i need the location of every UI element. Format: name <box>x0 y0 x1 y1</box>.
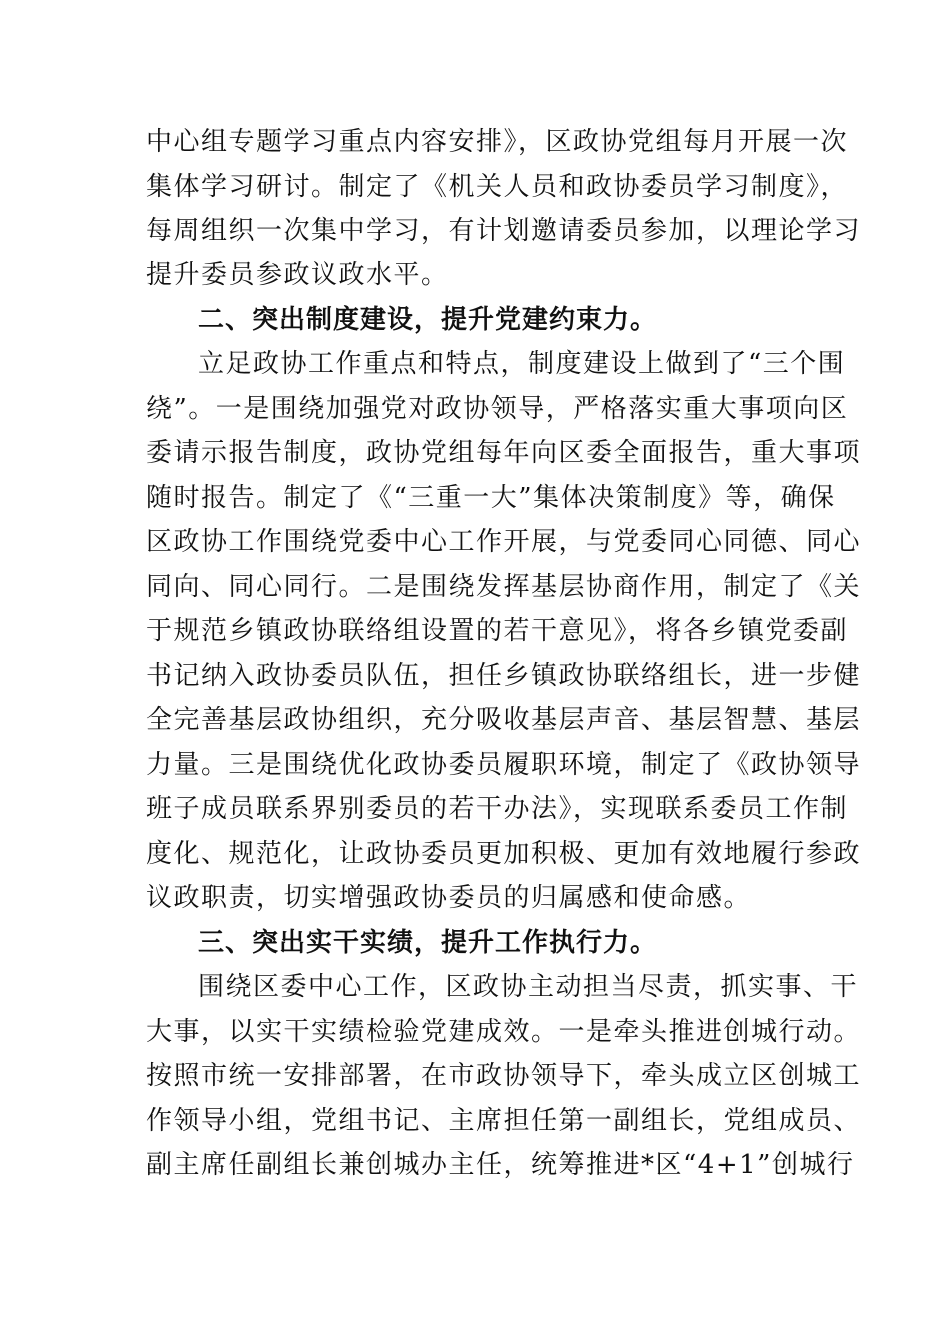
paragraph-2-line-2: 绕”。一是围绕加强党对政协领导，严格落实重大事项向区 <box>146 394 849 424</box>
paragraph-2-line-3: 委请示报告制度，政协党组每年向区委全面报告，重大事项 <box>146 438 862 468</box>
paragraph-2-line-7: 于规范乡镇政协联络组设置的若干意见》，将各乡镇党委副 <box>146 616 849 646</box>
paragraph-2-line-6: 同向、同心同行。二是围绕发挥基层协商作用，制定了《关 <box>146 572 862 602</box>
paragraph-2-line-5: 区政协工作围绕党委中心工作开展，与党委同心同德、同心 <box>146 527 862 557</box>
paragraph-3-line-2: 大事，以实干实绩检验党建成效。一是牵头推进创城行动。 <box>146 1017 862 1047</box>
text-line-1: 中心组专题学习重点内容安排》，区政协党组每月开展一次 <box>146 127 849 157</box>
section-heading-2: 二、突出制度建设，提升党建约束力。 <box>198 305 658 335</box>
paragraph-3-line-3: 按照市统一安排部署，在市政协领导下，牵头成立区创城工 <box>146 1061 862 1091</box>
paragraph-2-line-12: 度化、规范化，让政协委员更加积极、更加有效地履行参政 <box>146 839 862 869</box>
paragraph-3-line-4: 作领导小组，党组书记、主席担任第一副组长，党组成员、 <box>146 1106 862 1136</box>
paragraph-2-line-9: 全完善基层政协组织，充分吸收基层声音、基层智慧、基层 <box>146 705 862 735</box>
section-heading-3: 三、突出实干实绩，提升工作执行力。 <box>198 928 658 958</box>
paragraph-2-line-10: 力量。三是围绕优化政协委员履职环境，制定了《政协领导 <box>146 750 862 780</box>
text-line-3: 每周组织一次集中学习，有计划邀请委员参加，以理论学习 <box>146 216 862 246</box>
paragraph-3-line-1: 围绕区委中心工作，区政协主动担当尽责，抓实事、干 <box>198 972 859 1002</box>
paragraph-3-line-5: 副主席任副组长兼创城办主任，统筹推进*区“4+1”创城行 <box>146 1150 855 1180</box>
paragraph-2-line-8: 书记纳入政协委员队伍，担任乡镇政协联络组长，进一步健 <box>146 661 862 691</box>
text-line-4: 提升委员参政议政水平。 <box>146 260 449 290</box>
text-line-2: 集体学习研讨。制定了《机关人员和政协委员学习制度》， <box>146 172 849 202</box>
paragraph-2-line-13: 议政职责，切实增强政协委员的归属感和使命感。 <box>146 883 752 913</box>
paragraph-2-line-4: 随时报告。制定了《“三重一大”集体决策制度》等，确保 <box>146 483 836 513</box>
paragraph-2-line-11: 班子成员联系界别委员的若干办法》，实现联系委员工作制 <box>146 794 849 824</box>
paragraph-2-line-1: 立足政协工作重点和特点，制度建设上做到了“三个围 <box>198 349 846 379</box>
